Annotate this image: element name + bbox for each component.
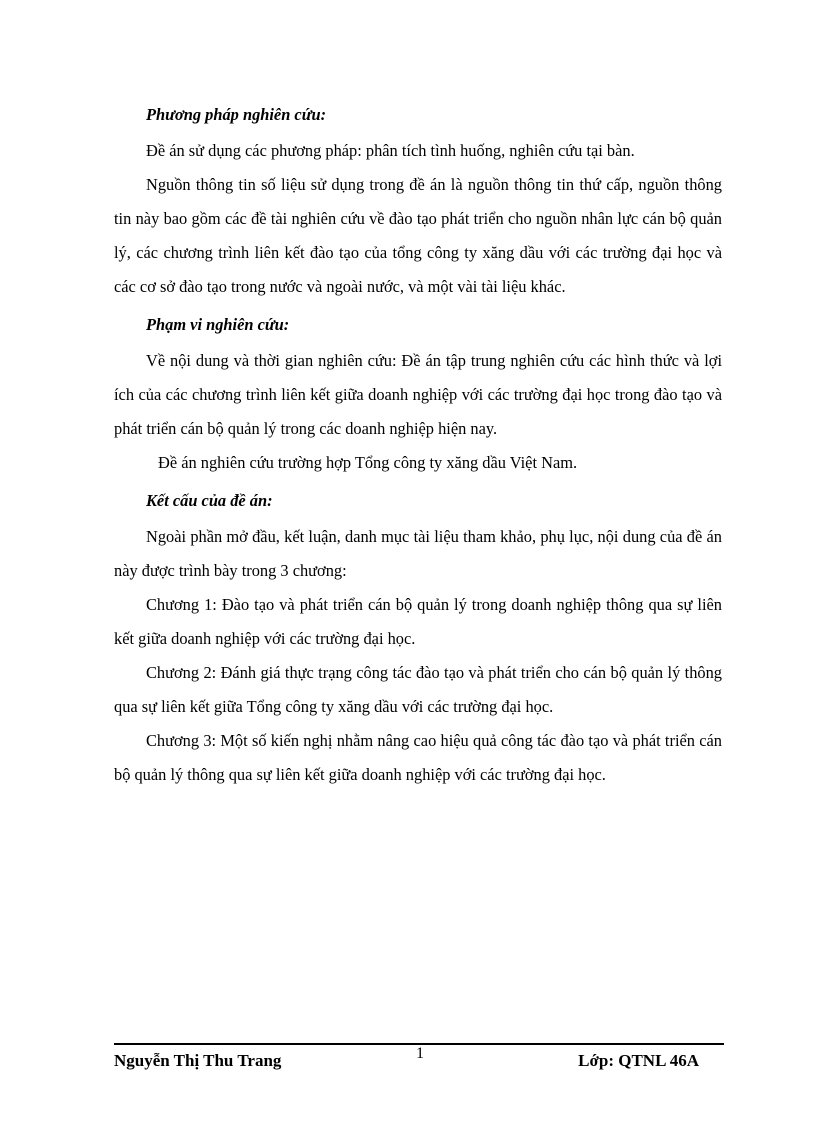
paragraph: Nguồn thông tin số liệu sử dụng trong đề án là nguồn thông tin thứ cấp, nguồn thông tin này bao gồm các đề tài nghiên cứu về đào tạo phát triển cho nguồn nhân lực cán bộ quản lý, các chương trình liên kết đào tạo của tổng công ty xăng dầu với các trường đại học và các cơ sở đào tạo trong nước và ngoài nước, và một vài tài liệu khác. xyxy=(114,175,722,296)
paragraph: Đề án sử dụng các phương pháp: phân tích tình huống, nghiên cứu tại bàn. xyxy=(146,141,635,160)
section-heading: Phương pháp nghiên cứu: xyxy=(146,105,327,124)
footer-class-label: Lớp: QTNL 46A xyxy=(578,1051,699,1070)
page-footer xyxy=(114,1043,724,1085)
document-body xyxy=(114,94,722,792)
paragraph: Ngoài phần mở đầu, kết luận, danh mục tài liệu tham khảo, phụ lục, nội dung của đề án này được trình bày trong 3 chương: xyxy=(114,527,722,580)
paragraph: Chương 2: Đánh giá thực trạng công tác đào tạo và phát triển cho cán bộ quản lý thông qua sự liên kết giữa Tổng công ty xăng dầu với các trường đại học. xyxy=(114,663,722,716)
section-heading: Kết cấu của đề án: xyxy=(146,491,273,510)
paragraph: Chương 3: Một số kiến nghị nhằm nâng cao hiệu quả công tác đào tạo và phát triển cán bộ quản lý thông qua sự liên kết giữa doanh nghiệp với các trường đại học. xyxy=(114,731,722,784)
section-research-method xyxy=(114,98,722,304)
footer-author: Nguyễn Thị Thu Trang xyxy=(114,1051,282,1070)
paragraph: Chương 1: Đào tạo và phát triển cán bộ quản lý trong doanh nghiệp thông qua sự liên kết giữa doanh nghiệp với các trường đại học. xyxy=(114,595,722,648)
paragraph: Đề án nghiên cứu trường hợp Tổng công ty xăng dầu Việt Nam. xyxy=(158,453,578,472)
paragraph: Về nội dung và thời gian nghiên cứu: Đề án tập trung nghiên cứu các hình thức và lợi ích của các chương trình liên kết giữa doanh nghiệp với các trường đại học trong đào tạo và phát triển cán bộ quản lý trong các doanh nghiệp hiện nay. xyxy=(114,351,722,438)
section-research-scope xyxy=(114,308,722,480)
section-structure xyxy=(114,484,722,792)
page-number: 1 xyxy=(416,1045,424,1062)
section-heading: Phạm vi nghiên cứu: xyxy=(146,315,290,334)
